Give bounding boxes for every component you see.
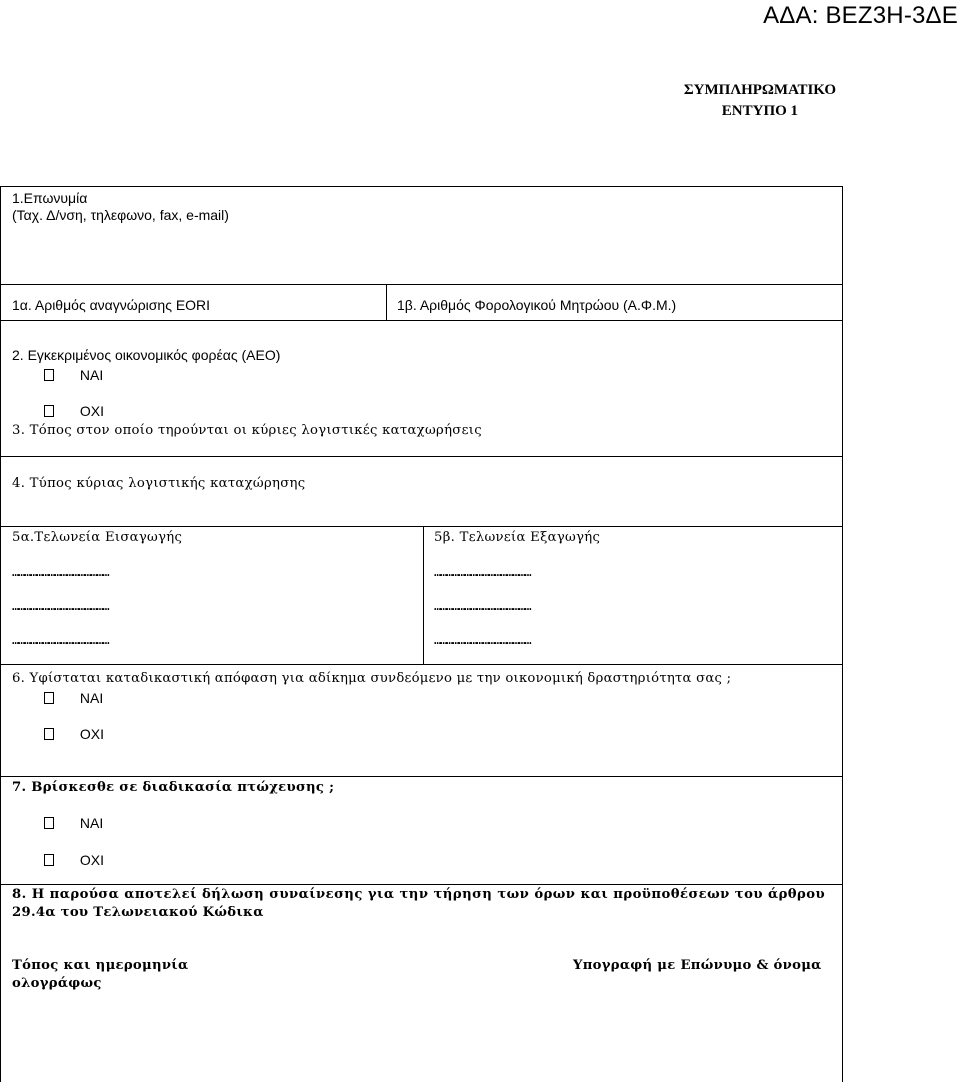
field-1-label: 1.Επωνυμία — [12, 190, 88, 206]
field-1b-label: 1β. Αριθμός Φορολογικού Μητρώου (Α.Φ.Μ.) — [397, 297, 677, 313]
field-6-label: 6. Υφίσταται καταδικαστική απόφαση για αδίκημα συνδεόμενο με την οικονομική δραστηριότητα σας ; — [12, 671, 732, 686]
field-4-label: 4. Τύπος κύριας λογιστικής καταχώρησης — [12, 476, 306, 491]
ada-code: ΑΔΑ: ΒΕΖ3Η-3ΔΕ — [763, 2, 958, 29]
field-1-sublabel: (Ταχ. Δ/νση, τηλεφωνο, fax, e-mail) — [12, 207, 229, 223]
field-7-option-no[interactable]: ΟΧΙ — [44, 852, 104, 868]
field-3-label: 3. Τόπος στον οποίο τηρούνται οι κύριες λογιστικές καταχωρήσεις — [12, 423, 482, 438]
form-title — [684, 80, 836, 122]
form-title-line2: ΕΝΤΥΠΟ 1 — [721, 103, 799, 119]
field-8-label: 8. Η παρούσα αποτελεί δήλωση συναίνεσης για την τήρηση των όρων και προϋποθέσεων του άρθρου — [12, 887, 826, 902]
field-8-label-cont: 29.4α του Τελωνειακού Κώδικα — [12, 905, 264, 920]
checkbox-yes-2[interactable] — [44, 369, 54, 381]
row-4 — [1, 456, 842, 526]
form-table — [0, 186, 843, 1082]
checkbox-no-6[interactable] — [44, 728, 54, 740]
row-5a-5b — [1, 526, 842, 664]
form-title-line1: ΣΥΜΠΛΗΡΩΜΑΤΙΚΟ — [683, 82, 836, 98]
place-date-label-cont: ολογράφως — [12, 976, 102, 991]
field-6-option-yes[interactable]: ΝΑΙ — [44, 690, 103, 706]
checkbox-yes-7[interactable] — [44, 817, 54, 829]
divider-1a-1b — [386, 284, 387, 320]
place-date-label: Τόπος και ημερομηνία — [12, 958, 189, 973]
field-2-option-no[interactable]: ΟΧΙ — [44, 403, 104, 419]
field-2-option-yes[interactable]: ΝΑΙ — [44, 367, 103, 383]
field-5a-line-2[interactable]: ………………………………………… — [12, 599, 109, 613]
field-5a-line-1[interactable]: ………………………………………… — [12, 565, 109, 579]
field-5a-label: 5α.Τελωνεία Εισαγωγής — [12, 530, 183, 545]
field-6-option-no[interactable]: ΟΧΙ — [44, 726, 104, 742]
checkbox-yes-6[interactable] — [44, 692, 54, 704]
field-1a-label: 1α. Αριθμός αναγνώρισης EORI — [12, 297, 211, 313]
field-5b-line-2[interactable]: ………………………………………… — [434, 599, 531, 613]
field-7-option-yes[interactable]: ΝΑΙ — [44, 815, 103, 831]
divider-5a-5b — [423, 526, 424, 664]
signature-label: Υπογραφή με Επώνυμο & όνομα — [573, 958, 822, 973]
field-7-label: 7. Βρίσκεσθε σε διαδικασία πτώχευσης ; — [12, 780, 335, 795]
field-5b-line-1[interactable]: ………………………………………… — [434, 565, 531, 579]
checkbox-no-2[interactable] — [44, 405, 54, 417]
field-2-label: 2. Εγκεκριμένος οικονομικός φορέας (ΑΕΟ) — [12, 347, 281, 363]
field-5b-label: 5β. Τελωνεία Εξαγωγής — [434, 530, 601, 545]
field-5b-line-3[interactable]: ………………………………………… — [434, 633, 531, 647]
field-5a-line-3[interactable]: ………………………………………… — [12, 633, 109, 647]
checkbox-no-7[interactable] — [44, 854, 54, 866]
